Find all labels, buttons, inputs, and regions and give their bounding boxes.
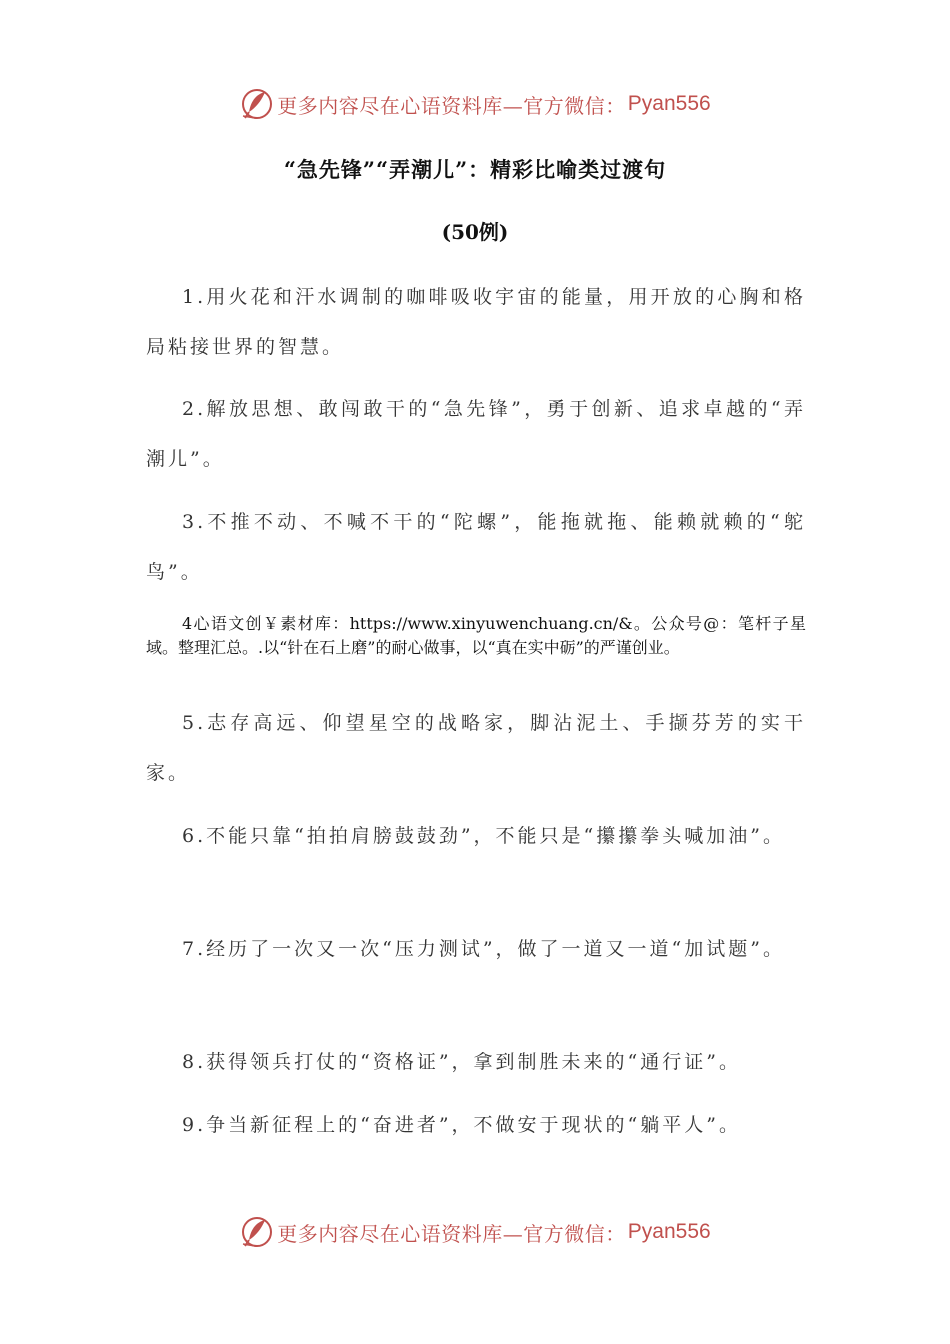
header-banner	[0, 82, 950, 126]
header-banner-text: 更多内容尽在心语资料库—官方微信：	[277, 93, 626, 118]
paragraph-6: 6.不能只靠“拍拍肩膀鼓鼓劲”，不能只是“攥攥拳头喊加油”。	[182, 825, 785, 847]
footer-wechat-id: Pyan556	[627, 1220, 711, 1243]
paragraph-3: 3.不推不动、不喊不干的“陀螺”，能拖就拖、能赖就赖的“鸵鸟”。	[146, 511, 806, 583]
footer-banner	[0, 1210, 950, 1254]
paragraph-7: 7.经历了一次又一次“压力测试”，做了一道又一道“加试题”。	[182, 938, 785, 960]
header-wechat-id: Pyan556	[627, 92, 711, 115]
footer-banner-text: 更多内容尽在心语资料库—官方微信：	[277, 1221, 626, 1246]
feather-pen-logo-icon	[239, 1214, 275, 1250]
paragraph-8: 8.获得领兵打仗的“资格证”，拿到制胜未来的“通行证”。	[182, 1051, 741, 1073]
paragraph-9: 9.争当新征程上的“奋进者”，不做安于现状的“躺平人”。	[182, 1114, 741, 1136]
feather-pen-logo-icon	[239, 86, 275, 122]
paragraph-5: 5.志存高远、仰望星空的战略家，脚沾泥土、手撷芬芳的实干家。	[146, 712, 806, 784]
document-title: “急先锋”“弄潮儿”：精彩比喻类过渡句	[283, 157, 667, 182]
paragraph-4: 4心语文创￥素材库：https://www.xinyuwenchuang.cn/&。公众号@：笔杆子星域。整理汇总。.以“针在石上磨”的耐心做事，以“真在实中砺”的严谨创业。	[146, 614, 806, 657]
paragraph-2: 2.解放思想、敢闯敢干的“急先锋”，勇于创新、追求卓越的“弄潮儿”。	[146, 398, 806, 470]
document-subtitle: (50例)	[441, 220, 509, 244]
paragraph-1: 1.用火花和汗水调制的咖啡吸收宇宙的能量，用开放的心胸和格局粘接世界的智慧。	[146, 286, 806, 358]
